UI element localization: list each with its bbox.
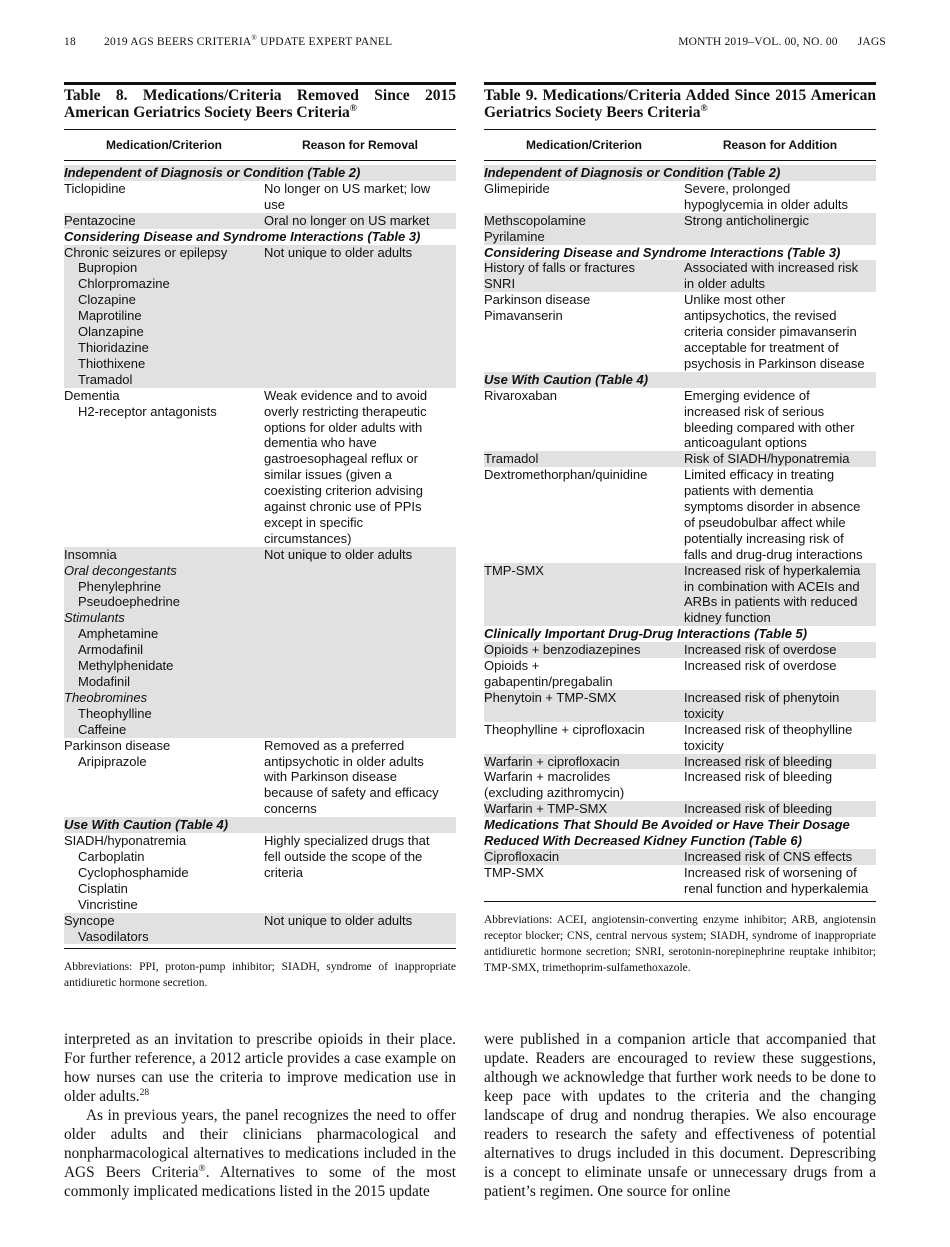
reason-cell bbox=[684, 754, 876, 770]
reason-cell bbox=[684, 642, 876, 658]
registered-mark: ® bbox=[349, 102, 357, 114]
cell-line: with Parkinson disease bbox=[264, 769, 397, 785]
reason-cell bbox=[684, 292, 876, 372]
medication-cell bbox=[64, 738, 264, 818]
cell-line: Bupropion bbox=[78, 260, 138, 276]
cell-line: Thioridazine bbox=[78, 339, 149, 355]
cell-line: Syncope bbox=[64, 912, 115, 928]
cell-line: Vasodilators bbox=[78, 928, 149, 944]
medication-cell bbox=[64, 913, 264, 945]
cell-line: Risk of SIADH/hyponatremia bbox=[684, 451, 850, 467]
cell-line: Insomnia bbox=[64, 546, 117, 562]
table-row bbox=[484, 658, 876, 690]
table-row bbox=[64, 913, 456, 945]
cell-line: similar issues (given a bbox=[264, 467, 392, 483]
reason-cell bbox=[684, 801, 876, 817]
table-row bbox=[484, 467, 876, 562]
table-section-heading: Independent of Diagnosis or Condition (Table 2) bbox=[484, 165, 876, 181]
table8-col2-header: Reason for Removal bbox=[301, 138, 419, 152]
cell-line: Parkinson disease bbox=[64, 737, 171, 753]
table-row bbox=[484, 181, 876, 213]
cell-line: toxicity bbox=[684, 737, 724, 753]
table-section-heading: Use With Caution (Table 4) bbox=[484, 372, 876, 388]
cell-line: Removed as a preferred bbox=[264, 737, 405, 753]
cell-line: Increased risk of overdose bbox=[684, 642, 837, 658]
cell-line: ARBs in patients with reduced bbox=[684, 594, 858, 610]
medication-cell bbox=[484, 690, 684, 722]
cell-line: Increased risk of theophylline bbox=[684, 721, 853, 737]
table-row bbox=[484, 563, 876, 627]
issue-info: MONTH 2019–VOL. 00, NO. 00 bbox=[678, 36, 838, 48]
table8-abbreviations: Abbreviations: PPI, proton-pump inhibitor; SIADH, syndrome of inappropriate antidiuretic hormone secretion. bbox=[64, 961, 456, 990]
cell-line: Increased risk of CNS effects bbox=[684, 848, 853, 864]
reason-cell bbox=[684, 388, 876, 452]
cell-line: Not unique to older adults bbox=[264, 912, 413, 928]
table8-caption-text: Table 8. Medications/Criteria Removed Since 2015 American Geriatrics Society Beers Criteria bbox=[64, 87, 456, 121]
medication-cell bbox=[484, 658, 684, 690]
cell-line: criteria bbox=[264, 864, 304, 880]
medication-cell bbox=[484, 388, 684, 452]
cell-line: Tramadol bbox=[484, 451, 539, 467]
cell-line: in combination with ACEIs and bbox=[684, 578, 860, 594]
cell-line: Emerging evidence of bbox=[684, 387, 810, 403]
cell-line: Parkinson disease bbox=[484, 292, 591, 308]
medication-cell bbox=[64, 833, 264, 913]
header-right bbox=[678, 36, 886, 48]
body-paragraph bbox=[64, 1106, 456, 1201]
reason-cell bbox=[684, 658, 876, 690]
table8-body bbox=[64, 161, 456, 948]
cell-line: use bbox=[264, 196, 285, 212]
cell-line: coexisting criterion advising bbox=[264, 483, 423, 499]
medication-cell bbox=[64, 547, 264, 738]
cell-line: Armodafinil bbox=[78, 642, 144, 658]
cell-line: Pseudoephedrine bbox=[78, 594, 180, 610]
table-row bbox=[484, 769, 876, 801]
cell-line: Tramadol bbox=[78, 371, 133, 387]
registered-mark: ® bbox=[700, 102, 708, 114]
cell-line: psychosis in Parkinson disease bbox=[684, 355, 865, 371]
cell-line: fell outside the scope of the bbox=[264, 848, 423, 864]
cell-line: Increased risk of worsening of bbox=[684, 864, 857, 880]
cell-line: against chronic use of PPIs bbox=[264, 499, 422, 515]
cell-line: kidney function bbox=[684, 610, 771, 626]
medication-cell bbox=[484, 865, 684, 897]
table9-abbreviations: Abbreviations: ACEI, angiotensin-converting enzyme inhibitor; ARB, angiotensin receptor blocker; CNS, central nervous system; SIADH, syndrome of inappropriate antidiuretic hormone secretion; SNRI, serotonin-norepinephrine reuptake inhibitor; TMP-SMX, trimethoprim-sulfamethoxazole. bbox=[484, 913, 876, 974]
cell-line: Strong anticholinergic bbox=[684, 212, 810, 228]
cell-line: in older adults bbox=[684, 276, 765, 292]
table-row bbox=[64, 245, 456, 388]
cell-line: antipsychotics, the revised bbox=[684, 308, 837, 324]
cell-line: Dextromethorphan/quinidine bbox=[484, 467, 648, 483]
cell-line: gabapentin/pregabalin bbox=[484, 674, 613, 689]
table9-caption bbox=[484, 82, 876, 129]
cell-line: except in specific bbox=[264, 514, 363, 530]
cell-line: Ticlopidine bbox=[64, 180, 126, 196]
cell-line: acceptable for treatment of bbox=[684, 339, 839, 355]
medication-cell bbox=[484, 642, 684, 658]
reason-cell bbox=[264, 547, 456, 738]
cell-line: Thiothixene bbox=[78, 355, 146, 371]
body-text: As in previous years, the panel recognizes the need to offer older adults and their clinicians pharmacological and nonpharmacological alternatives to medications included in the AGS Beers Criteria bbox=[64, 1107, 456, 1181]
cell-line: Clozapine bbox=[78, 292, 136, 308]
cell-line: Stimulants bbox=[64, 610, 125, 626]
cell-line: (excluding azithromycin) bbox=[484, 785, 625, 801]
table-section-heading: Use With Caution (Table 4) bbox=[64, 817, 456, 833]
cell-line: overly restricting therapeutic bbox=[264, 403, 427, 419]
cell-line: Phenytoin + TMP-SMX bbox=[484, 689, 617, 705]
table-row bbox=[64, 181, 456, 213]
table-row bbox=[64, 833, 456, 913]
reason-cell bbox=[684, 865, 876, 897]
cell-line: Highly specialized drugs that bbox=[264, 833, 430, 849]
running-header bbox=[64, 36, 886, 56]
cell-line: Caffeine bbox=[78, 721, 127, 737]
medication-cell bbox=[64, 388, 264, 547]
cell-line: No longer on US market; low bbox=[264, 180, 431, 196]
cell-line: because of safety and efficacy bbox=[264, 785, 439, 801]
table-row bbox=[64, 213, 456, 229]
cell-line: Warfarin + macrolides bbox=[484, 769, 611, 785]
reason-cell bbox=[264, 181, 456, 213]
table9-body bbox=[484, 161, 876, 901]
reason-cell bbox=[684, 722, 876, 754]
table9-caption-text: Table 9. Medications/Criteria Added Since 2015 American Geriatrics Society Beers Criteria bbox=[484, 87, 876, 121]
cell-line: options for older adults with bbox=[264, 419, 423, 435]
reason-cell bbox=[264, 738, 456, 818]
medication-cell bbox=[64, 181, 264, 213]
cell-line: History of falls or fractures bbox=[484, 260, 635, 276]
cell-line: Phenylephrine bbox=[78, 578, 162, 594]
cell-line: Methylphenidate bbox=[78, 658, 174, 674]
cell-line: TMP-SMX bbox=[484, 864, 544, 880]
reason-cell bbox=[264, 913, 456, 945]
table9-header-row bbox=[484, 130, 876, 161]
cell-line: SNRI bbox=[484, 276, 516, 292]
cell-line: Theophylline bbox=[78, 705, 152, 721]
cell-line: Associated with increased risk bbox=[684, 260, 859, 276]
cell-line: Pimavanserin bbox=[484, 308, 563, 324]
cell-line: Opioids + benzodiazepines bbox=[484, 642, 641, 658]
table8-header-row bbox=[64, 130, 456, 161]
cell-line: anticoagulant options bbox=[684, 435, 807, 451]
cell-line: Methscopolamine bbox=[484, 212, 586, 228]
cell-line: Increased risk of bleeding bbox=[684, 801, 833, 817]
cell-line: Increased risk of bleeding bbox=[684, 769, 833, 785]
cell-line: toxicity bbox=[684, 705, 724, 721]
cell-line: Glimepiride bbox=[484, 180, 550, 196]
cell-line: increased risk of serious bbox=[684, 403, 825, 419]
table8-col1-header: Medication/Criterion bbox=[105, 138, 222, 152]
cell-line: Increased risk of hyperkalemia bbox=[684, 562, 861, 578]
cell-line: SIADH/hyponatremia bbox=[64, 833, 187, 849]
cell-line: hypoglycemia in older adults bbox=[684, 196, 849, 212]
cell-line: Chronic seizures or epilepsy bbox=[64, 244, 228, 260]
reason-cell bbox=[684, 260, 876, 292]
table-row bbox=[484, 292, 876, 372]
medication-cell bbox=[64, 245, 264, 388]
header-left bbox=[64, 36, 392, 48]
cell-line: Unlike most other bbox=[684, 292, 786, 308]
medication-cell bbox=[484, 181, 684, 213]
table-row bbox=[484, 388, 876, 452]
table-row bbox=[484, 865, 876, 897]
cell-line: TMP-SMX bbox=[484, 562, 544, 578]
table9-col1-header: Medication/Criterion bbox=[525, 138, 642, 152]
table-section-heading: Medications That Should Be Avoided or Have Their Dosage Reduced With Decreased Kidney Function (Table 6) bbox=[484, 817, 850, 849]
reason-cell bbox=[264, 213, 456, 229]
medication-cell bbox=[484, 769, 684, 801]
cell-line: Chlorpromazine bbox=[78, 276, 170, 292]
reference-marker: 28 bbox=[139, 1087, 150, 1098]
table-row bbox=[64, 547, 456, 738]
cell-line: Pyrilamine bbox=[484, 228, 545, 244]
cell-line: criteria consider pimavanserin bbox=[684, 324, 857, 340]
cell-line: falls and drug-drug interactions bbox=[684, 546, 863, 562]
cell-line: Ciprofloxacin bbox=[484, 848, 560, 864]
medication-cell bbox=[484, 292, 684, 372]
cell-line: Increased risk of overdose bbox=[684, 658, 837, 674]
body-column-right bbox=[484, 1030, 876, 1201]
table9 bbox=[484, 129, 876, 902]
cell-line: antipsychotic in older adults bbox=[264, 753, 424, 769]
cell-line: circumstances) bbox=[264, 530, 352, 546]
reason-cell bbox=[684, 181, 876, 213]
cell-line: Aripiprazole bbox=[78, 753, 147, 769]
cell-line: Limited efficacy in treating bbox=[684, 467, 835, 483]
cell-line: Oral decongestants bbox=[64, 562, 177, 578]
table8 bbox=[64, 129, 456, 949]
cell-line: dementia who have bbox=[264, 435, 377, 451]
cell-line: Theophylline + ciprofloxacin bbox=[484, 721, 645, 737]
table-section-heading: Independent of Diagnosis or Condition (Table 2) bbox=[64, 165, 456, 181]
table-section-heading: Considering Disease and Syndrome Interactions (Table 3) bbox=[64, 228, 421, 244]
cell-line: Vincristine bbox=[78, 896, 138, 912]
table-row bbox=[484, 642, 876, 658]
cell-line: Warfarin + ciprofloxacin bbox=[484, 753, 620, 769]
table-row bbox=[484, 260, 876, 292]
table-row bbox=[484, 801, 876, 817]
cell-line: H2-receptor antagonists bbox=[78, 403, 217, 419]
medication-cell bbox=[484, 451, 684, 467]
reason-cell bbox=[684, 849, 876, 865]
body-text: . Alternatives to some of the most commonly implicated medications listed in the 2015 update bbox=[64, 1164, 456, 1200]
body-paragraph: were published in a companion article that accompanied that update. Readers are encouraged to review these suggestions, although we acknowledge that further work needs to be done to keep pace with updates to the criteria and the changing landscape of drug and nondrug therapies. We also encourage readers to research the safety and effectiveness of potential alternatives to drugs included in this document. Deprescribing is a concept to eliminate unsafe or unnecessary drugs from a patient’s regimen. One source for online bbox=[484, 1031, 876, 1200]
reason-cell bbox=[684, 563, 876, 627]
cell-line: Maprotiline bbox=[78, 308, 142, 324]
cell-line: Olanzapine bbox=[78, 324, 144, 340]
cell-line: Increased risk of phenytoin bbox=[684, 689, 840, 705]
table-row bbox=[484, 690, 876, 722]
table-row bbox=[484, 754, 876, 770]
medication-cell bbox=[484, 849, 684, 865]
registered-mark: ® bbox=[251, 34, 258, 43]
cell-line: renal function and hyperkalemia bbox=[684, 880, 869, 896]
cell-line: symptoms disorder in absence bbox=[684, 499, 861, 515]
table-section-heading: Considering Disease and Syndrome Interactions (Table 3) bbox=[484, 244, 841, 260]
table-row bbox=[484, 451, 876, 467]
body-text: interpreted as an invitation to prescribe opioids in their place. For further reference, a 2012 article provides a case example on how nurses can use the criteria to improve medication use in older adults. bbox=[64, 1031, 456, 1105]
medication-cell bbox=[484, 260, 684, 292]
body-column-left bbox=[64, 1030, 456, 1201]
medication-cell bbox=[484, 467, 684, 562]
cell-line: Carboplatin bbox=[78, 848, 145, 864]
reason-cell bbox=[684, 451, 876, 467]
medication-cell bbox=[484, 754, 684, 770]
cell-line: Dementia bbox=[64, 387, 120, 403]
cell-line: Cyclophosphamide bbox=[78, 864, 189, 880]
cell-line: Weak evidence and to avoid bbox=[264, 387, 428, 403]
cell-line: Not unique to older adults bbox=[264, 546, 413, 562]
medication-cell bbox=[484, 801, 684, 817]
cell-line: Not unique to older adults bbox=[264, 244, 413, 260]
table8-block bbox=[64, 82, 456, 991]
page-number: 18 bbox=[64, 36, 76, 48]
table-row bbox=[64, 388, 456, 547]
table-section-heading: Clinically Important Drug-Drug Interactions (Table 5) bbox=[484, 626, 808, 642]
table8-caption bbox=[64, 82, 456, 129]
running-title: 2019 AGS BEERS CRITERIA bbox=[104, 36, 252, 48]
table-row bbox=[484, 722, 876, 754]
cell-line: concerns bbox=[264, 801, 317, 817]
cell-line: Oral no longer on US market bbox=[264, 212, 430, 228]
table-row bbox=[484, 849, 876, 865]
table9-col2-header: Reason for Addition bbox=[722, 138, 838, 152]
reason-cell bbox=[264, 245, 456, 388]
cell-line: of pseudobulbar affect while bbox=[684, 514, 846, 530]
journal-name: JAGS bbox=[857, 36, 886, 48]
medication-cell bbox=[484, 563, 684, 627]
cell-line: Opioids + bbox=[484, 658, 540, 674]
cell-line: Warfarin + TMP-SMX bbox=[484, 801, 608, 817]
table-row bbox=[64, 738, 456, 818]
medication-cell bbox=[64, 213, 264, 229]
cell-line: bleeding compared with other bbox=[684, 419, 855, 435]
cell-line: Severe, prolonged bbox=[684, 180, 791, 196]
cell-line: Theobromines bbox=[64, 689, 148, 705]
table9-block bbox=[484, 82, 876, 976]
registered-mark: ® bbox=[198, 1163, 206, 1174]
cell-line: Pentazocine bbox=[64, 212, 136, 228]
cell-line: potentially increasing risk of bbox=[684, 530, 844, 546]
body-paragraph bbox=[64, 1030, 456, 1106]
reason-cell bbox=[264, 388, 456, 547]
reason-cell bbox=[684, 769, 876, 801]
cell-line: Modafinil bbox=[78, 674, 131, 689]
reason-cell bbox=[684, 690, 876, 722]
cell-line: gastroesophageal reflux or bbox=[264, 451, 418, 467]
cell-line: patients with dementia bbox=[684, 483, 814, 499]
reason-cell bbox=[684, 467, 876, 562]
reason-cell bbox=[684, 213, 876, 245]
medication-cell bbox=[484, 213, 684, 245]
table-row bbox=[484, 213, 876, 245]
cell-line: Rivaroxaban bbox=[484, 387, 557, 403]
cell-line: Increased risk of bleeding bbox=[684, 753, 833, 769]
cell-line: Cisplatin bbox=[78, 880, 128, 896]
running-title-suffix: UPDATE EXPERT PANEL bbox=[257, 36, 393, 48]
medication-cell bbox=[484, 722, 684, 754]
cell-line: Amphetamine bbox=[78, 626, 159, 642]
reason-cell bbox=[264, 833, 456, 913]
